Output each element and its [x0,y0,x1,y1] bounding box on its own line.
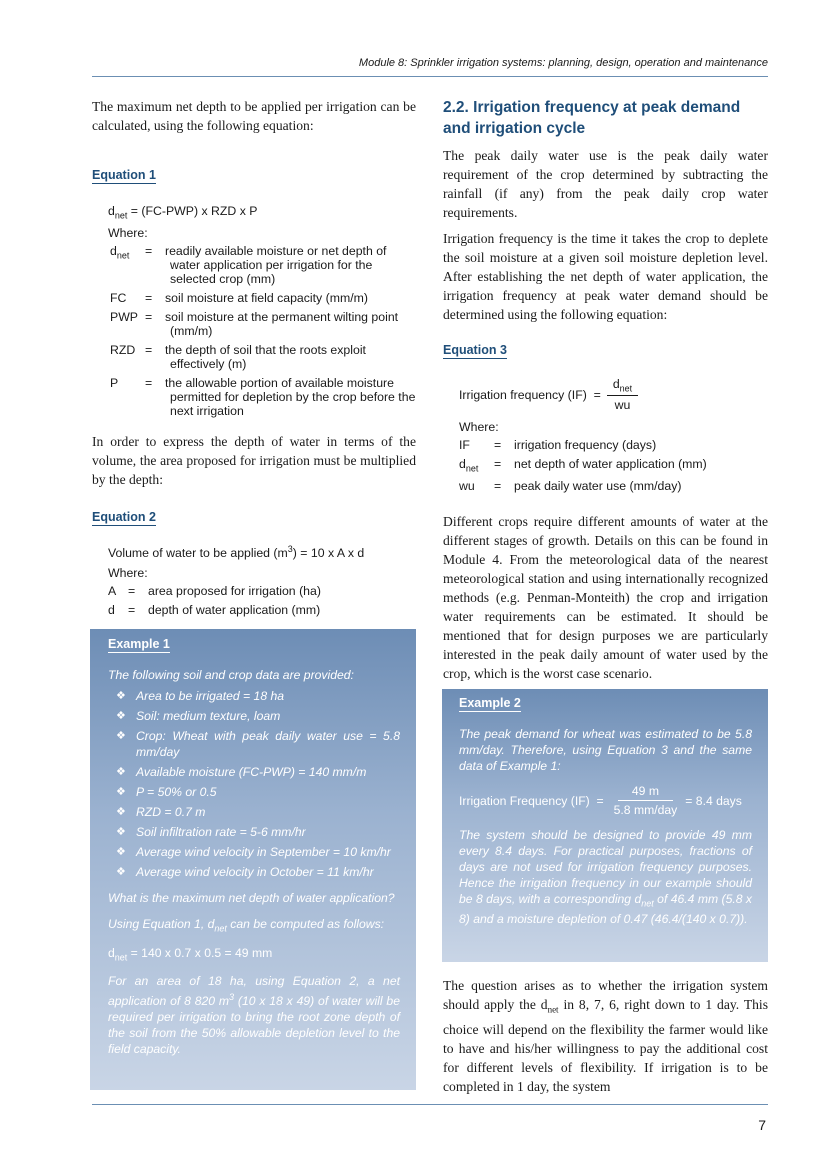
equation-1-definitions [92,244,416,418]
definition-text: irrigation frequency (days) [514,438,657,453]
symbol-text: d [108,602,115,617]
equation-3-where: Where: [459,420,499,435]
example-1-bullet: ❖ Available moisture (FC-PWP) = 140 mm/m [108,764,400,780]
page-number: 7 [758,1117,766,1133]
definition-row [108,603,416,617]
equals-sign: = [128,602,136,617]
symbol-text: PWP [110,310,139,325]
example-1-question: What is the maximum net depth of water application? [108,891,395,905]
definition-symbol [110,244,145,286]
equation-3-label: Equation 3 [443,343,507,357]
definition-row [459,438,768,452]
flexibility-paragraph: The question arises as to whether the irrigation system should apply the $d_{net}$ in 8, 7, 6, right down to 1 day. This choice will depend on the flexibility the farmer would like to have and his/her willingness to pay the additional cost for different levels of flexibility. If irrigation is to be completed in 1 day, the system [443,978,768,1094]
peak-use-paragraph: The peak daily water use is the peak daily water requirement of the crop determined by subtracting the rainfall (if any) from the peak daily crop water requirements. [443,148,768,220]
example-1-calculation: $d_{net} = 140$ x 0.7 x 0.5 = 49 mm [108,946,273,963]
definition-symbol [108,584,128,598]
example-1-bullet: ❖ P = 50% or 0.5 [108,784,400,800]
example-1-bullet: ❖ Average wind velocity in September = 10 km/hr [108,844,400,860]
definition-text: area proposed for irrigation (ha) [148,583,321,598]
definition-symbol [459,479,494,493]
symbol-subscript: net [465,463,479,474]
intro-paragraph: The maximum net depth to be applied per irrigation can be calculated, using the following equation: [92,99,416,133]
example-2-box [442,689,768,962]
example-2-body: The system should be designed to provide 49 mm every 8.4 days. For practical purposes, fractions of days are not used for irrigation frequency purposes. Hence the irrigation frequency in our example should be 8 days, with a corresponding $d_{net}$ of 46.4 mm (5.8 x 8) and a moisture depletion of 0.47 (46.4/(140 x 0.7)). [459,828,753,927]
equation-2-formula: Volume of water to be applied $(m^3) = 10$ x A x d [108,544,365,561]
equals-sign: = [145,244,153,259]
example-1-data-list [108,688,400,880]
equation-2-definitions [92,584,416,617]
running-header: Module 8: Sprinkler irrigation systems: planning, design, operation and maintenance [358,57,768,69]
definition-symbol [110,343,145,371]
definition-text: net depth of water application (mm) [514,457,707,472]
definition-row [110,291,416,305]
equals-sign: = [494,438,502,453]
section-title: 2.2. Irrigation frequency at peak demand and irrigation cycle [443,99,741,137]
equation-1-where: Where: [108,226,148,241]
equation-3-definitions [443,438,768,492]
definition-symbol [110,310,145,338]
definition-row [459,457,768,473]
symbol-text: A [108,583,117,598]
equals-sign: = [494,457,502,472]
equals-sign: = [494,478,502,493]
definition-text: soil moisture at field capacity (mm/m) [165,291,368,306]
example-1-box [90,629,416,1090]
definition-text: peak daily water use (mm/day) [514,478,682,493]
crop-water-paragraph: Different crops require different amounts of water at the different stages of growth. Details on this can be found in Module 4. From the meteorological data of the nearest meteorological station and using internationally recognized methods (e.g. Penman-Monteith) the crop and irrigation water requirements can be estimated. It should be mentioned that for design purposes we are particularly interested in the peak daily amount of water used by the crop, which is the worst case scenario. [443,513,768,681]
symbol-subscript: net [116,250,130,261]
definition-row [110,376,416,418]
example-1-title: Example 1 [108,637,170,651]
equation-1-label: Equation 1 [92,168,156,182]
definition-symbol [459,457,494,473]
left-column [92,97,416,622]
symbol-text: IF [459,438,470,453]
equation-2-label: Equation 2 [92,510,156,525]
symbol-text: P [110,376,119,391]
equals-sign: = [145,291,153,306]
symbol-text: d [459,457,466,472]
symbol-text: d [110,244,117,259]
equation-1-formula: $d_{net} = (FC-PWP)$ x RZD x P [108,204,258,221]
definition-symbol [459,438,494,452]
symbol-text: wu [459,478,475,493]
definition-row [110,244,416,286]
definition-text: readily available moisture or net depth of water application per irrigation for the selected crop (mm) [165,244,387,287]
example-1-bullet: ❖ Soil infiltration rate = 5-6 mm/hr [108,824,400,840]
footer-rule [92,1104,768,1105]
definition-symbol [110,376,145,418]
example-1-bullet: ❖ RZD = 0.7 m [108,804,400,820]
right-column [443,97,768,683]
example-1-bullet: ❖ Crop: Wheat with peak daily water use = 5.8 mm/day [108,728,400,760]
example-2-intro: The peak demand for wheat was estimated to be 5.8 mm/day. Therefore, using Equation 3 and the same data of Example 1: [459,727,752,773]
equation-3-formula: Irrigation frequency (IF) = $\frac{d_{net}}{wu}$ [443,377,768,412]
equals-sign: = [128,583,136,598]
definition-row [110,310,416,338]
equals-sign: = [145,343,153,358]
definition-row [459,479,768,493]
definition-text: depth of water application (mm) [148,602,321,617]
frequency-paragraph: Irrigation frequency is the time it takes the crop to deplete the soil moisture at a given soil moisture depletion level. After establishing the net depth of water application, the irrigation frequency at peak water demand should be determined using the following equation: [443,231,768,322]
definition-symbol [108,603,128,617]
example-1-bullet: ❖ Soil: medium texture, loam [108,708,400,724]
example-1-intro: The following soil and crop data are provided: [108,668,354,682]
definition-text: the depth of soil that the roots exploit effectively (m) [165,343,366,372]
definition-symbol [110,291,145,305]
example-2-formula: Irrigation Frequency (IF) = $\frac{49 m}{\text{5.8 mm/day}}$ = 8.4 days [459,784,742,817]
equation-2-where: Where: [108,565,148,580]
symbol-text: FC [110,291,127,306]
example-2-title: Example 2 [459,696,521,710]
equals-sign: = [145,310,153,325]
definition-text: the allowable portion of available moisture permitted for depletion by the crop before the next irrigation [165,376,416,419]
volume-paragraph: In order to express the depth of water in terms of the volume, the area proposed for irrigation must be multiplied by the depth: [92,434,416,488]
example-1-bullet: ❖ Area to be irrigated = 18 ha [108,688,400,704]
header-rule [92,76,768,77]
equals-sign: = [145,376,153,391]
definition-text: soil moisture at the permanent wilting point (mm/m) [165,310,399,339]
example-1-bullet: ❖ Average wind velocity in October = 11 km/hr [108,864,400,880]
definition-row [108,584,416,598]
example-1-using: Using Equation 1, $d_{net}$ can be computed as follows: [108,917,385,934]
definition-row [110,343,416,371]
symbol-text: RZD [110,343,136,358]
example-1-conclusion: For an area of 18 ha, using Equation 2, a net application of 8 820 $m^3$ (10 x 18 x 49) of water will be required per irrigation to bring the root zone depth of the soil from the 50% allowable depletion level to the field capacity. [108,973,400,1056]
